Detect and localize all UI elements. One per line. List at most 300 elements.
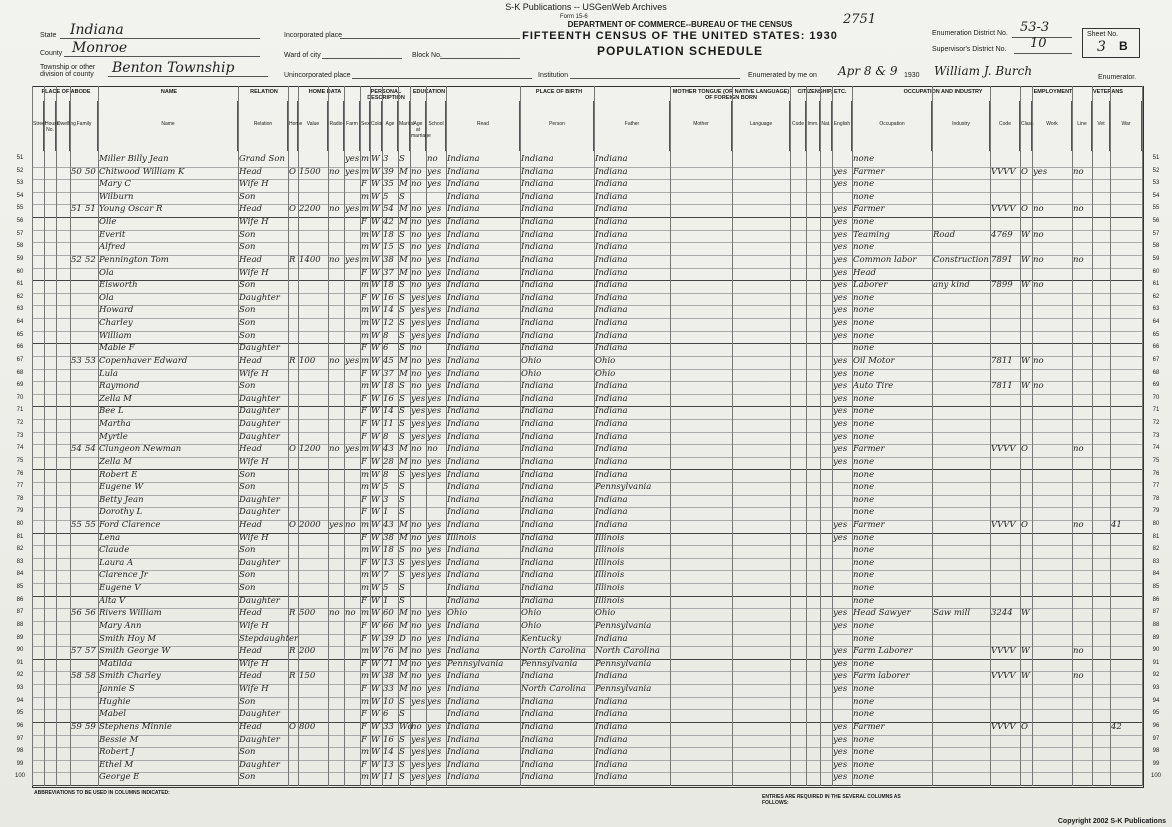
cell-race: W [371,633,380,644]
cell-bp: Indiana [447,330,480,341]
cell-mar: S [399,583,405,594]
cell-fbp: Ohio [521,355,542,366]
cell-home: O [289,721,296,732]
cell-name: Martha [99,419,131,430]
cell-fam: 51 [85,204,96,215]
table-row [16,595,1160,610]
cell-age: 11 [383,772,394,783]
cell-fbp: Indiana [521,507,554,518]
cell-age: 38 [383,254,394,265]
cell-sex: m [361,229,370,240]
cell-mbp: Indiana [595,393,628,404]
cell-occ: none [853,658,875,669]
cell-fbp: Indiana [521,330,554,341]
column-group-header: PERSONAL DESCRIPTION [367,89,405,101]
cell-val: 100 [299,355,316,366]
cell-occ: none [853,469,875,480]
cell-mar: M [399,217,408,228]
cell-name: Miller Billy Jean [99,154,169,164]
cell-read: yes [427,305,442,316]
cell-read: yes [427,431,442,442]
cell-radio: no [329,204,340,215]
cell-mbp: Indiana [595,318,628,329]
cell-sex: F [361,368,367,379]
column-group-header: PLACE OF BIRTH [535,89,583,95]
cell-rel: Daughter [239,557,280,568]
line-number: 85 [16,584,24,591]
cell-mbp: Indiana [595,519,628,530]
cell-sex: m [361,305,370,316]
cell-eng: yes [833,368,848,379]
cell-mbp: Illinois [595,532,625,543]
cell-name: Mabel [99,709,126,720]
cell-sch: no [411,179,422,190]
cell-fbp: Kentucky [521,633,562,644]
cell-name: Eugene V [99,583,141,594]
cell-eng: yes [833,646,848,657]
table-row [16,355,1160,370]
cell-name: Myrtle [99,431,128,442]
cell-name: Robert E [99,469,138,480]
line-number: 65 [16,331,24,338]
cell-occ: none [853,696,875,707]
copyright: Copyright 2002 S-K Publications [1057,818,1166,825]
cell-eng: yes [833,747,848,758]
sd-value: 10 [1030,36,1047,51]
cell-bp: Indiana [447,507,480,518]
cell-sch: no [411,633,422,644]
cell-mar: S [399,734,405,745]
cell-mbp: Indiana [595,747,628,758]
cell-occ: none [853,557,875,568]
cell-fbp: North Carolina [521,646,586,657]
column-rule [446,86,447,786]
line-number: 81 [16,533,24,540]
cell-sex: F [361,595,367,606]
line-number: 74 [16,445,24,452]
cell-sch: no [411,267,422,278]
cell-cls: O [1021,444,1028,455]
cell-name: Zella M [99,393,132,404]
cell-mbp: Illinois [595,570,625,581]
cell-occ: none [853,494,875,505]
cell-sex: m [361,242,370,253]
cell-farm: yes [345,254,360,265]
cell-mar: M [399,532,408,543]
institution-underline [570,77,740,79]
cell-code: VVVV [991,166,1016,177]
cell-fbp: North Carolina [521,684,586,695]
cell-race: W [371,620,380,631]
cell-code: VVVV [991,646,1016,657]
cell-age: 66 [383,620,394,631]
cell-sex: F [361,759,367,770]
cell-vet: no [1073,204,1084,215]
cell-age: 37 [383,368,394,379]
cell-bp: Indiana [447,305,480,316]
cell-bp: Indiana [447,355,480,366]
table-row [16,519,1160,534]
cell-age: 76 [383,646,394,657]
column-header: House No. [45,101,56,151]
cell-fbp: Indiana [521,456,554,467]
cell-eng: yes [833,381,848,392]
column-group-header: VETERANS [1093,89,1123,95]
cell-name: Matilda [99,658,133,669]
cell-mar: S [399,318,405,329]
cell-rel: Head [239,444,262,455]
table-row [16,406,1160,420]
cell-sex: m [361,772,370,783]
line-number-right: 76 [1152,470,1160,477]
cell-fbp: Indiana [521,292,554,303]
sheet-number-box [1082,28,1140,58]
cell-mbp: Indiana [595,772,628,783]
cell-dw: 52 [71,254,82,265]
cell-read: yes [427,419,442,430]
cell-age: 18 [383,545,394,556]
cell-race: W [371,368,380,379]
cell-age: 5 [383,482,389,493]
cell-sch: no [411,242,422,253]
cell-mar: M [399,254,408,265]
line-number: 93 [16,685,24,692]
cell-sch: no [411,532,422,543]
cell-mar: S [399,747,405,758]
cell-sex: F [361,507,367,518]
cell-occ: none [853,595,875,606]
cell-sex: F [361,658,367,669]
table-row [16,292,1160,307]
cell-sex: F [361,267,367,278]
cell-sex: F [361,343,367,354]
cell-age: 15 [383,242,394,253]
cell-age: 5 [383,191,389,202]
cell-sch: no [411,646,422,657]
line-number: 97 [16,735,24,742]
cell-occ: none [853,482,875,493]
cell-occ: none [853,318,875,329]
cell-race: W [371,507,380,518]
publisher-banner: S-K Publications -- USGenWeb Archives [505,2,667,12]
line-number: 61 [16,281,24,288]
cell-mar: S [399,772,405,783]
cell-code: VVVV [991,721,1016,732]
cell-radio: no [329,166,340,177]
cell-fbp: Pennsylvania [521,658,578,669]
cell-sch: no [411,343,422,354]
cell-sex: m [361,444,370,455]
line-number-right: 66 [1152,344,1160,351]
cell-bp: Indiana [447,381,480,392]
cell-name: Ola [99,292,114,303]
cell-sex: F [361,633,367,644]
cell-rel: Wife H [239,217,269,228]
cell-rel: Daughter [239,431,280,442]
line-number-right: 53 [1152,180,1160,187]
cell-race: W [371,709,380,720]
cell-eng: yes [833,608,848,619]
form-number: Form 15-6 [560,14,588,20]
cell-fbp: Indiana [521,482,554,493]
cell-name: Smith Charley [99,671,161,682]
cell-mbp: Indiana [595,759,628,770]
cell-age: 16 [383,734,394,745]
cell-rel: Daughter [239,419,280,430]
cell-rel: Daughter [239,343,280,354]
column-rule [44,86,45,786]
cell-mar: S [399,292,405,303]
cell-read: yes [427,671,442,682]
cell-home: R [289,608,296,619]
column-rule [1032,86,1033,786]
cell-rel: Son [239,772,256,783]
cell-occ: none [853,709,875,720]
cell-home: O [289,519,296,530]
cell-mar: S [399,482,405,493]
cell-name: Clarence Jr [99,570,148,581]
cell-read: yes [427,696,442,707]
cell-name: Mary Ann [99,620,142,631]
cell-sch: yes [411,305,426,316]
cell-occ: Teaming [853,229,890,240]
cell-mbp: Pennsylvania [595,684,652,695]
cell-mar: S [399,494,405,505]
cell-sex: m [361,696,370,707]
cell-code: 7899 [991,280,1013,291]
table-row [16,721,1160,736]
cell-eng: yes [833,431,848,442]
line-number: 58 [16,243,24,250]
cell-sch: no [411,166,422,177]
cell-code: 7891 [991,254,1013,265]
cell-bp: Indiana [447,204,480,215]
cell-name: Lula [99,368,118,379]
line-number-right: 71 [1152,407,1160,414]
line-number-right: 70 [1152,394,1160,401]
line-number-right: 61 [1152,281,1160,288]
column-header: Occupation [853,101,932,151]
cell-mar: S [399,595,405,606]
cell-bp: Indiana [447,646,480,657]
cell-read: yes [427,734,442,745]
column-group-header: OCCUPATION AND INDUSTRY [903,89,983,95]
cell-occ: none [853,583,875,594]
cell-name: Elsworth [99,280,138,291]
cell-cls: O [1021,721,1028,732]
cell-mbp: Indiana [595,381,628,392]
cell-rel: Wife H [239,532,269,543]
column-header: Work [1033,101,1072,151]
cell-eng: yes [833,166,848,177]
cell-name: Wilburn [99,191,134,202]
cell-mar: M [399,658,408,669]
column-rule [832,86,833,786]
column-header: Marital [399,101,410,151]
column-rule [56,86,57,786]
column-group-header: CITIZENSHIP, ETC. [797,89,847,95]
column-header: Father [595,101,670,151]
cell-race: W [371,343,380,354]
table-row [16,684,1160,698]
cell-code: VVVV [991,519,1016,530]
line-number-right: 93 [1152,685,1160,692]
cell-rel: Daughter [239,507,280,518]
cell-eng: yes [833,179,848,190]
cell-fbp: Indiana [521,166,554,177]
cell-occ: none [853,620,875,631]
cell-race: W [371,557,380,568]
line-number-right: 79 [1152,508,1160,515]
cell-race: W [371,242,380,253]
line-number-right: 65 [1152,331,1160,338]
table-row [16,696,1160,711]
cell-sex: m [361,646,370,657]
cell-sex: F [361,494,367,505]
enumerated-label: Enumerated by me on [748,72,817,79]
column-header: Dwelling [57,101,70,151]
cell-sch: yes [411,759,426,770]
cell-sex: F [361,532,367,543]
cell-val: 800 [299,721,316,732]
cell-mar: S [399,507,405,518]
line-number-right: 57 [1152,230,1160,237]
cell-vet: no [1073,254,1084,265]
cell-sch: yes [411,292,426,303]
cell-mbp: Indiana [595,406,628,417]
cell-read: yes [427,254,442,265]
cell-bp: Indiana [447,229,480,240]
cell-bp: Indiana [447,545,480,556]
cell-rel: Grand Son [239,154,285,164]
line-number: 73 [16,432,24,439]
cell-age: 13 [383,759,394,770]
cell-bp: Indiana [447,179,480,190]
cell-ind: any kind [933,280,970,291]
cell-rel: Head [239,166,262,177]
line-number-right: 87 [1152,609,1160,616]
column-header: Sex [361,101,370,151]
cell-race: W [371,217,380,228]
line-number-right: 60 [1152,268,1160,275]
cell-read: yes [427,721,442,732]
cell-fam: 58 [85,671,96,682]
cell-occ: none [853,191,875,202]
cell-race: W [371,734,380,745]
cell-occ: Auto Tire [853,381,894,392]
cell-age: 10 [383,696,394,707]
cell-mar: S [399,381,405,392]
column-group-header: MOTHER TONGUE (OR NATIVE LANGUAGE) OF FOREIGN BORN [672,89,790,101]
cell-rel: Head [239,254,262,265]
cell-mar: M [399,671,408,682]
column-rule [670,86,671,786]
cell-rel: Son [239,482,256,493]
cell-radio: no [329,444,340,455]
cell-fam: 55 [85,519,96,530]
cell-read: yes [427,166,442,177]
cell-rel: Daughter [239,406,280,417]
column-header: Read [447,101,520,151]
cell-race: W [371,419,380,430]
cell-bp: Indiana [447,419,480,430]
cell-mbp: Indiana [595,204,628,215]
cell-race: W [371,444,380,455]
cell-rel: Son [239,330,256,341]
column-rule [806,86,807,786]
cell-cls: W [1021,355,1030,366]
cell-bp: Indiana [447,368,480,379]
cell-fam: 59 [85,721,96,732]
cell-read: no [427,154,438,164]
line-number-right: 99 [1152,760,1160,767]
cell-sex: m [361,608,370,619]
cell-read: yes [427,381,442,392]
cell-age: 39 [383,166,394,177]
line-number: 100 [14,773,25,780]
cell-race: W [371,608,380,619]
cell-farm: yes [345,166,360,177]
cell-name: Howard [99,305,134,316]
cell-work: no [1033,355,1044,366]
entries-note: ENTRIES ARE REQUIRED IN THE SEVERAL COLUMNS AS FOLLOWS: [762,794,901,806]
cell-home: O [289,204,296,215]
cell-age: 14 [383,406,394,417]
line-number-right: 89 [1152,634,1160,641]
cell-mbp: Indiana [595,709,628,720]
cell-mbp: Illinois [595,557,625,568]
table-row [16,431,1160,446]
cell-bp: Indiana [447,343,480,354]
column-rule [820,86,821,786]
table-row [16,545,1160,559]
cell-occ: none [853,305,875,316]
column-header: Street [33,101,44,151]
line-number: 75 [16,457,24,464]
cell-name: Hughie [99,696,131,707]
cell-farm: yes [345,355,360,366]
cell-fbp: Indiana [521,431,554,442]
cell-occ: none [853,759,875,770]
cell-race: W [371,292,380,303]
cell-home: O [289,444,296,455]
cell-eng: yes [833,330,848,341]
table-row [16,217,1160,231]
column-rule [344,86,345,786]
cell-race: W [371,305,380,316]
cell-sex: F [361,431,367,442]
cell-sch: no [411,381,422,392]
line-number: 91 [16,659,24,666]
cell-age: 35 [383,179,394,190]
cell-mar: S [399,330,405,341]
cell-sex: m [361,519,370,530]
cell-occ: Laborer [853,280,888,291]
cell-war: 42 [1111,721,1122,732]
line-number-right: 69 [1152,382,1160,389]
cell-rel: Daughter [239,709,280,720]
cell-mbp: Indiana [595,280,628,291]
cell-mar: S [399,305,405,316]
cell-mar: M [399,456,408,467]
cell-read: yes [427,545,442,556]
table-row [16,734,1160,749]
cell-read: yes [427,759,442,770]
cell-mbp: Indiana [595,469,628,480]
cell-age: 45 [383,355,394,366]
cell-name: Charley [99,318,133,329]
column-rule [852,86,853,786]
